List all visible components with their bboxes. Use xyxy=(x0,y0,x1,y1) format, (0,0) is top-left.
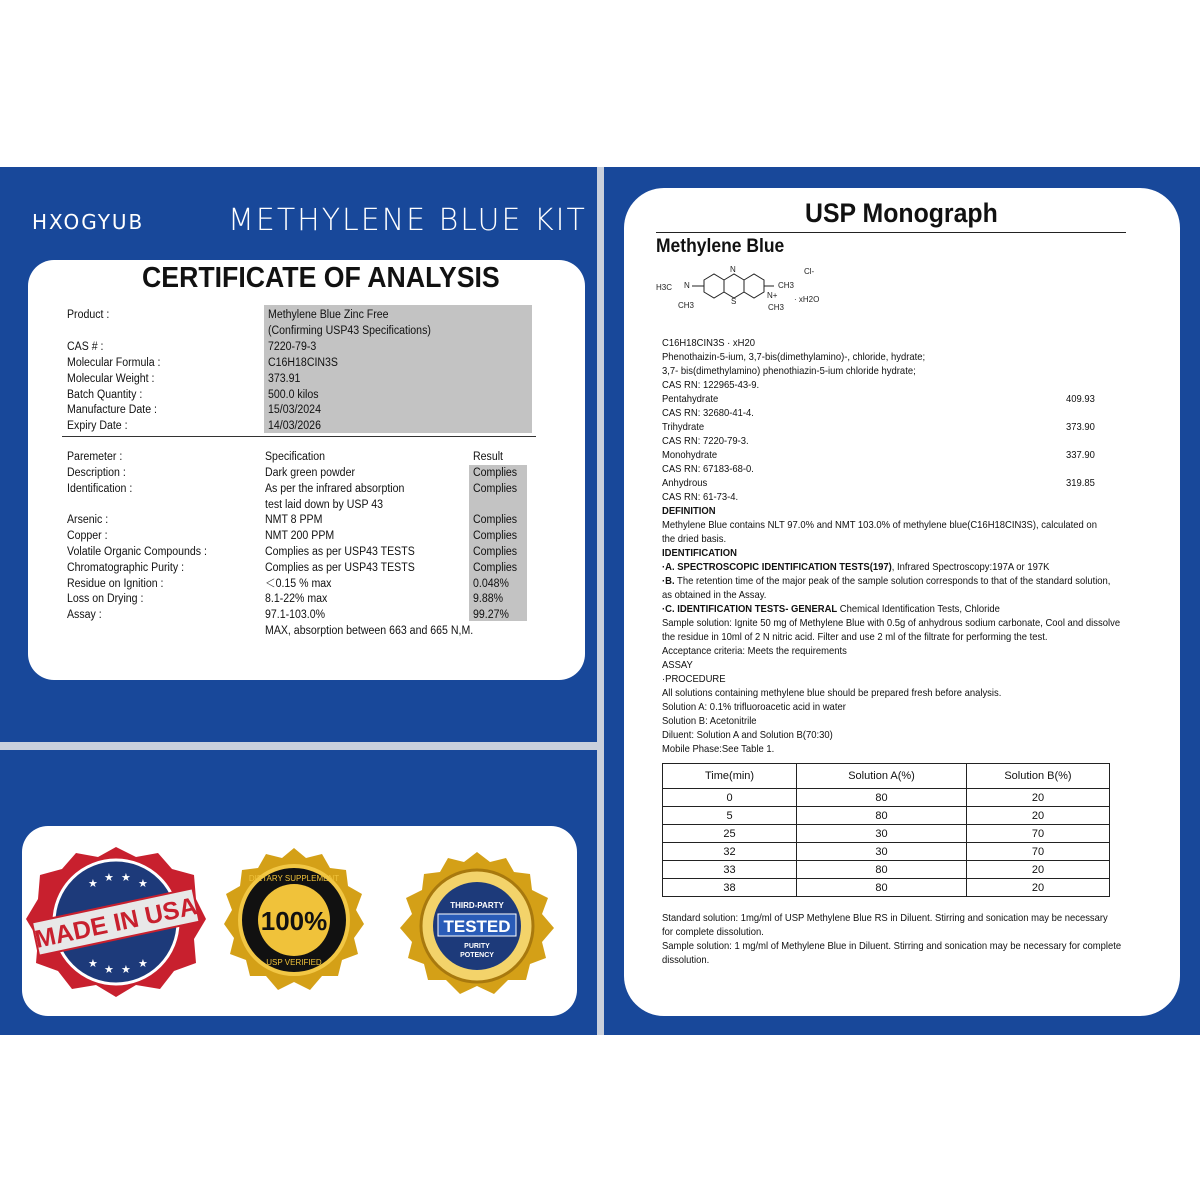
id-b-line-2: as obtained in the Assay. xyxy=(662,589,767,601)
param-header: Paremeter : xyxy=(67,451,123,463)
s-label: S xyxy=(731,297,737,306)
table-row xyxy=(663,789,1110,807)
right-ch3-label: CH3 xyxy=(778,281,795,290)
id-c-bold: ·C. IDENTIFICATION TESTS- GENERAL xyxy=(662,603,838,615)
usp-name-2: 3,7- bis(dimethylamino) phenothiazin-5-ium chloride hydrate; xyxy=(662,365,916,377)
procedure-line: All solutions containing methylene blue should be prepared fresh before analysis. xyxy=(662,687,1002,699)
coa-field-label: CAS # : xyxy=(67,340,104,353)
panel-divider xyxy=(0,742,597,750)
table-cell: 70 xyxy=(966,843,1109,861)
dietary-percent: 100% xyxy=(260,906,328,936)
table-header-cell: Solution A(%) xyxy=(797,764,967,789)
coa-test-result: 99.27% xyxy=(473,609,509,622)
hydrate-cas: CAS RN: 32680-41-4. xyxy=(662,407,754,419)
svg-text:★: ★ xyxy=(104,871,114,884)
definition-heading: DEFINITION xyxy=(662,505,716,517)
made-in-usa-badge xyxy=(26,845,206,1000)
sample-solution-line-1: Sample solution: 1 mg/ml of Methylene Blue in Diluent. Stirring and sonication may be necessary for complete xyxy=(662,940,1122,952)
table-cell: 32 xyxy=(663,843,797,861)
result-header: Result xyxy=(473,451,504,463)
coa-field-value: 14/03/2026 xyxy=(268,420,321,433)
coa-field-value: 500.0 kilos xyxy=(268,388,319,401)
coa-title: CERTIFICATE OF ANALYSIS xyxy=(142,262,500,294)
brand-logo: HXOGYUB xyxy=(32,210,145,234)
coa-test-param: Residue on Ignition : xyxy=(67,577,164,590)
coa-test-spec: 97.1-103.0% xyxy=(265,609,326,622)
table-row xyxy=(663,879,1110,897)
dietary-top-text: DIETARY SUPPLEMENT xyxy=(248,874,340,883)
table-cell: 38 xyxy=(663,879,797,897)
coa-test-param: Copper : xyxy=(67,530,108,543)
coa-test-result: 0.048% xyxy=(473,577,509,590)
table-cell: 80 xyxy=(797,879,967,897)
mobile-phase-table xyxy=(662,763,1110,897)
compound-title: Methylene Blue xyxy=(656,236,785,257)
coa-test-param: Identification : xyxy=(67,482,133,495)
id-c-rest: Chemical Identification Tests, Chloride xyxy=(837,603,1000,615)
hydrate-label: · xH2O xyxy=(794,295,820,304)
id-b-rest: The retention time of the major peak of the sample solution corresponds to that of the standard solution, xyxy=(674,575,1111,587)
table-cell: 80 xyxy=(797,789,967,807)
identification-heading: IDENTIFICATION xyxy=(662,547,737,559)
standard-solution-line-2: for complete dissolution. xyxy=(662,926,764,938)
coa-test-result: Complies xyxy=(473,530,518,543)
left-n-label: N xyxy=(684,281,690,290)
table-cell: 0 xyxy=(663,789,797,807)
coa-field-label: Batch Quantity : xyxy=(67,388,143,401)
coa-test-param: Chromatographic Purity : xyxy=(67,561,185,574)
made-in-usa-text: MADE IN USA xyxy=(32,892,200,954)
table-row xyxy=(663,807,1110,825)
table-cell: 33 xyxy=(663,861,797,879)
hydrate-name: Monohydrate xyxy=(662,449,718,461)
id-a-line xyxy=(662,561,1049,574)
id-c-line xyxy=(662,603,1000,616)
procedure-heading: ·PROCEDURE xyxy=(662,673,726,685)
coa-field-label: Molecular Weight : xyxy=(67,372,155,385)
coa-test-spec: Dark green powder xyxy=(265,467,355,479)
solution-a-line: Solution A: 0.1% trifluoroacetic acid in water xyxy=(662,701,846,713)
standard-solution-line-1: Standard solution: 1mg/ml of USP Methylene Blue RS in Diluent. Stirring and sonication may be necessary xyxy=(662,912,1108,924)
coa-field-value: C16H18CIN3S xyxy=(268,356,338,369)
coa-test-spec: NMT 8 PPM xyxy=(265,514,323,527)
third-party-tested-badge xyxy=(398,852,556,1002)
id-a-bold: ·A. SPECTROSCOPIC IDENTIFICATION TESTS(197) xyxy=(662,561,892,573)
table-cell: 20 xyxy=(966,807,1109,825)
usp-formula: C16H18CIN3S · xH20 xyxy=(662,337,755,349)
potency-text: POTENCY xyxy=(460,952,494,959)
definition-line-2: the dried basis. xyxy=(662,533,727,545)
coa-field-value: (Confirming USP43 Specifications) xyxy=(268,324,431,337)
coa-divider xyxy=(62,436,536,437)
usp-title-underline xyxy=(656,232,1126,233)
usp-cas-main: CAS RN: 122965-43-9. xyxy=(662,379,760,391)
kit-title: METHYLENE BLUE KIT xyxy=(228,203,587,238)
coa-field-value: 7220-79-3 xyxy=(268,340,317,353)
dietary-supplement-badge xyxy=(222,848,367,998)
table-cell: 70 xyxy=(966,825,1109,843)
svg-text:★: ★ xyxy=(138,957,148,970)
table-cell: 20 xyxy=(966,861,1109,879)
hydrate-weight: 409.93 xyxy=(1066,393,1095,405)
solution-b-line: Solution B: Acetonitrile xyxy=(662,715,757,727)
svg-text:★: ★ xyxy=(121,871,131,884)
hydrate-cas: CAS RN: 67183-68-0. xyxy=(662,463,754,475)
table-row xyxy=(663,861,1110,879)
table-cell: 30 xyxy=(797,843,967,861)
purity-text: PURITY xyxy=(464,943,490,950)
coa-test-param: Volatile Organic Compounds : xyxy=(67,546,207,558)
hydrate-name: Trihydrate xyxy=(662,421,705,433)
acceptance-line: Acceptance criteria: Meets the requirements xyxy=(662,645,847,657)
table-cell: 20 xyxy=(966,789,1109,807)
sample-line-1: Sample solution: Ignite 50 mg of Methylene Blue with 0.5g of anhydrous sodium carbonate, Cool and dissolve xyxy=(662,617,1121,629)
coa-field-label: Molecular Formula : xyxy=(67,356,161,369)
coa-test-result: Complies xyxy=(473,514,518,527)
coa-test-spec: Complies as per USP43 TESTS xyxy=(265,546,415,558)
id-b-line xyxy=(662,575,1110,588)
coa-test-result: Complies xyxy=(473,561,518,574)
coa-test-result: Complies xyxy=(473,467,518,479)
left-ch3-label: CH3 xyxy=(678,301,695,310)
n-plus-label: N+ xyxy=(767,291,778,300)
coa-test-spec: As per the infrared absorption xyxy=(265,482,405,495)
sample-solution-line-2: dissolution. xyxy=(662,954,710,966)
hydrate-name: Pentahydrate xyxy=(662,393,719,405)
coa-field-value: 373.91 xyxy=(268,372,301,385)
assay-heading: ASSAY xyxy=(662,659,693,671)
table-header-cell: Solution B(%) xyxy=(966,764,1109,789)
coa-test-spec: MAX, absorption between 663 and 665 N,M. xyxy=(265,625,474,637)
table-cell: 5 xyxy=(663,807,797,825)
table-cell: 80 xyxy=(797,807,967,825)
dietary-bottom-text: USP VERIFIED xyxy=(266,958,322,967)
coa-field-label: Manufacture Date : xyxy=(67,404,157,417)
table-cell: 25 xyxy=(663,825,797,843)
id-a-rest: , Infrared Spectroscopy:197A or 197K xyxy=(891,561,1050,573)
table-header-row xyxy=(663,764,1110,789)
table-cell: 80 xyxy=(797,861,967,879)
mobile-phase-line: Mobile Phase:See Table 1. xyxy=(662,743,775,755)
coa-test-param: Description : xyxy=(67,467,126,479)
structure-diagram xyxy=(654,262,834,318)
coa-test-spec: test laid down by USP 43 xyxy=(265,498,384,511)
coa-field-label: Expiry Date : xyxy=(67,420,128,433)
coa-test-param: Arsenic : xyxy=(67,514,109,527)
top-n-label: N xyxy=(730,265,736,274)
right-ch3b-label: CH3 xyxy=(768,303,785,312)
svg-text:★: ★ xyxy=(88,957,98,970)
third-party-text: THIRD-PARTY xyxy=(450,901,504,910)
table-cell: 30 xyxy=(797,825,967,843)
tested-text: TESTED xyxy=(443,917,511,936)
vertical-divider xyxy=(597,167,604,1035)
left-group-label: H3C xyxy=(656,283,673,292)
table-cell: 20 xyxy=(966,879,1109,897)
diluent-line: Diluent: Solution A and Solution B(70:30) xyxy=(662,729,833,741)
table-row xyxy=(663,825,1110,843)
usp-name-1: Phenothaizin-5-ium, 3,7-bis(dimethylamino)-, chloride, hydrate; xyxy=(662,351,926,363)
definition-line-1: Methylene Blue contains NLT 97.0% and NMT 103.0% of methylene blue(C16H18CIN3S), calculated on xyxy=(662,519,1097,531)
coa-test-result: Complies xyxy=(473,546,518,558)
cl-label: Cl- xyxy=(804,267,815,276)
hydrate-name: Anhydrous xyxy=(662,477,708,489)
table-row xyxy=(663,843,1110,861)
hydrate-cas: CAS RN: 7220-79-3. xyxy=(662,435,749,447)
svg-text:★: ★ xyxy=(88,877,98,890)
coa-field-value: Methylene Blue Zinc Free xyxy=(268,309,389,321)
coa-test-param: Assay : xyxy=(67,609,102,622)
coa-test-spec: 8.1-22% max xyxy=(265,593,328,606)
coa-field-value: 15/03/2024 xyxy=(268,404,321,417)
svg-text:★: ★ xyxy=(104,963,114,976)
id-b-bold: ·B. xyxy=(662,575,675,587)
table-header-cell: Time(min) xyxy=(663,764,797,789)
coa-test-result: 9.88% xyxy=(473,593,504,606)
sample-line-2: the residue in 10ml of 2 N nitric acid. Filter and use 2 ml of the filtrate for performing the test. xyxy=(662,631,1048,643)
spec-header: Specification xyxy=(265,451,326,463)
hydrate-weight: 373.90 xyxy=(1066,421,1095,433)
hydrate-weight: 319.85 xyxy=(1066,477,1095,489)
coa-test-spec: ＜0.15 % max xyxy=(265,577,332,590)
svg-text:★: ★ xyxy=(121,963,131,976)
svg-text:★: ★ xyxy=(138,877,148,890)
coa-test-spec: Complies as per USP43 TESTS xyxy=(265,561,415,574)
hydrate-weight: 337.90 xyxy=(1066,449,1095,461)
hydrate-cas: CAS RN: 61-73-4. xyxy=(662,491,739,503)
coa-test-result: Complies xyxy=(473,482,518,495)
coa-test-param: Loss on Drying : xyxy=(67,593,144,606)
usp-title: USP Monograph xyxy=(805,198,998,228)
coa-test-spec: NMT 200 PPM xyxy=(265,530,335,543)
coa-field-label: Product : xyxy=(67,309,110,321)
